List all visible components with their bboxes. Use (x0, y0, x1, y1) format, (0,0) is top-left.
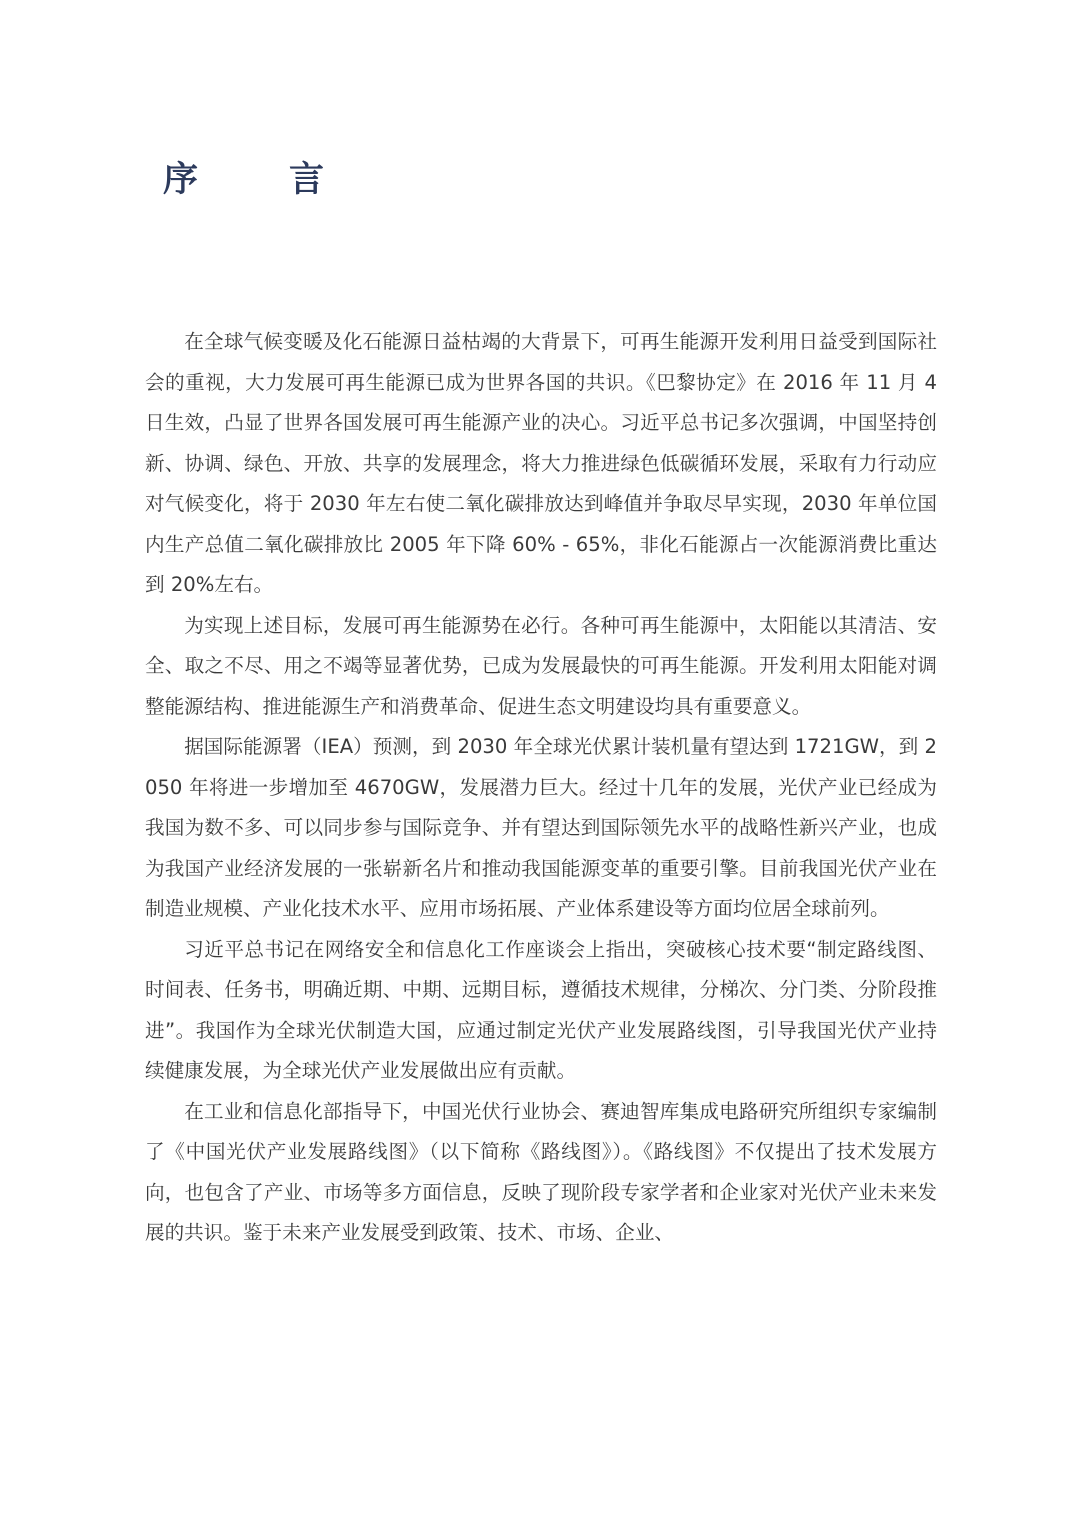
paragraph-4: 习近平总书记在网络安全和信息化工作座谈会上指出，突破核心技术要“制定路线图、时间表、任务书，明确近期、中期、远期目标，遵循技术规律，分梯次、分门类、分阶段推进”。我国作为全球光伏制造大国，应通过制定光伏产业发展路线图，引导我国光伏产业持续健康发展，为全球光伏产业发展做出应有贡献。 (145, 937, 937, 1082)
paragraph-1: 在全球气候变暖及化石能源日益枯竭的大背景下，可再生能源开发利用日益受到国际社会的重视，大力发展可再生能源已成为世界各国的共识。《巴黎协定》在 2016 年 11 月 4 日生效，凸显了世界各国发展可再生能源产业的决心。习近平总书记多次强调，中国坚持创新、协调、绿色、开放、共享的发展理念，将大力推进绿色低碳循环发展，采取有力行动应对气候变化，将于 2030 年左右使二氧化碳排放达到峰值并争取尽早实现，2030 年单位国内生产总值二氧化碳排放比 2005 年下降 60% - 65%，非化石能源占一次能源消费比重达到 20%左右。 (145, 330, 937, 596)
preface-body (145, 322, 937, 1254)
paragraph-5: 在工业和信息化部指导下，中国光伏行业协会、赛迪智库集成电路研究所组织专家编制了《中国光伏产业发展路线图》（以下简称《路线图》）。《路线图》不仅提出了技术发展方向，也包含了产业、市场等多方面信息，反映了现阶段专家学者和企业家对光伏产业未来发展的共识。鉴于未来产业发展受到政策、技术、市场、企业、 (145, 1099, 937, 1244)
page-title: 序 言 (163, 160, 353, 200)
paragraph-2: 为实现上述目标，发展可再生能源势在必行。各种可再生能源中，太阳能以其清洁、安全、取之不尽、用之不竭等显著优势，已成为发展最快的可再生能源。开发利用太阳能对调整能源结构、推进能源生产和消费革命、促进生态文明建设均具有重要意义。 (145, 613, 937, 718)
paragraph-3: 据国际能源署（IEA）预测，到 2030 年全球光伏累计装机量有望达到 1721GW，到 2050 年将进一步增加至 4670GW，发展潜力巨大。经过十几年的发展，光伏产业已经成为我国为数不多、可以同步参与国际竞争、并有望达到国际领先水平的战略性新兴产业，也成为我国产业经济发展的一张崭新名片和推动我国能源变革的重要引擎。目前我国光伏产业在制造业规模、产业化技术水平、应用市场拓展、产业体系建设等方面均位居全球前列。 (145, 735, 937, 920)
